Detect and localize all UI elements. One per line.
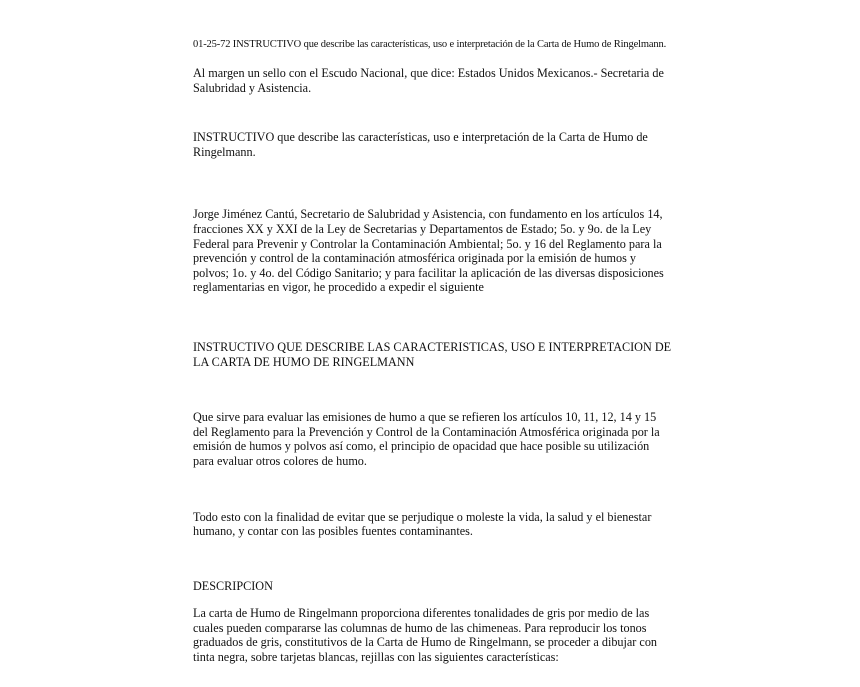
- sello-paragraph: Al margen un sello con el Escudo Nacional, que dice: Estados Unidos Mexicanos.- Secretaria de Salubridad y Asistencia.: [193, 66, 664, 95]
- purpose-paragraph: Que sirve para evaluar las emisiones de humo a que se refieren los artículos 10, 11, 12, 14 y 15 del Reglamento para la Prevención y Control de la Contaminación Atmosférica originada por la emisión de humos y polvos así como, el principio de opacidad que hace posible su utilización para evaluar otros colores de humo.: [193, 410, 660, 468]
- description-paragraph: La carta de Humo de Ringelmann proporciona diferentes tonalidades de gris por medio de las cuales pueden compararse las columnas de humo de las chimeneas. Para reproducir los tonos graduados de gris, constitutivos de la Carta de Humo de Ringelmann, se proceder a dibujar con tinta negra, sobre tarjetas blancas, rejillas con las siguientes características:: [193, 606, 658, 665]
- goal-paragraph: Todo esto con la finalidad de evitar que se perjudique o moleste la vida, la salud y el bienestar humano, y contar con las posibles fuentes contaminantes.: [193, 509, 652, 539]
- document-header: 01-25-72 INSTRUCTIVO que describe las características, uso e interpretación de la Carta de Humo de Ringelmann.: [193, 39, 667, 50]
- description-heading: DESCRIPCION: [193, 578, 273, 593]
- preamble-paragraph: Jorge Jiménez Cantú, Secretario de Salubridad y Asistencia, con fundamento en los artículos 14, fracciones XX y XXI de la Ley de Secretarias y Departamentos de Estado; 5o. y 9o. de la Ley Federal para Prevenir y Controlar la Contaminación Ambiental; 5o. y 16 del Reglamento para la prevención y control de la contaminación atmosférica originada por la emisión de humos y polvos; 1o. y 4o. del Código Sanitario; y para facilitar la aplicación de las diversas disposiciones reglamentarias en vigor, he procedido a expedir el siguiente: [193, 207, 664, 295]
- document-title: INSTRUCTIVO QUE DESCRIBE LAS CARACTERISTICAS, USO E INTERPRETACION DE LA CARTA DE HUMO DE RINGELMANN: [193, 339, 672, 369]
- instructivo-paragraph: INSTRUCTIVO que describe las características, uso e interpretación de la Carta de Humo de Ringelmann.: [193, 130, 648, 159]
- document-body: [193, 38, 673, 665]
